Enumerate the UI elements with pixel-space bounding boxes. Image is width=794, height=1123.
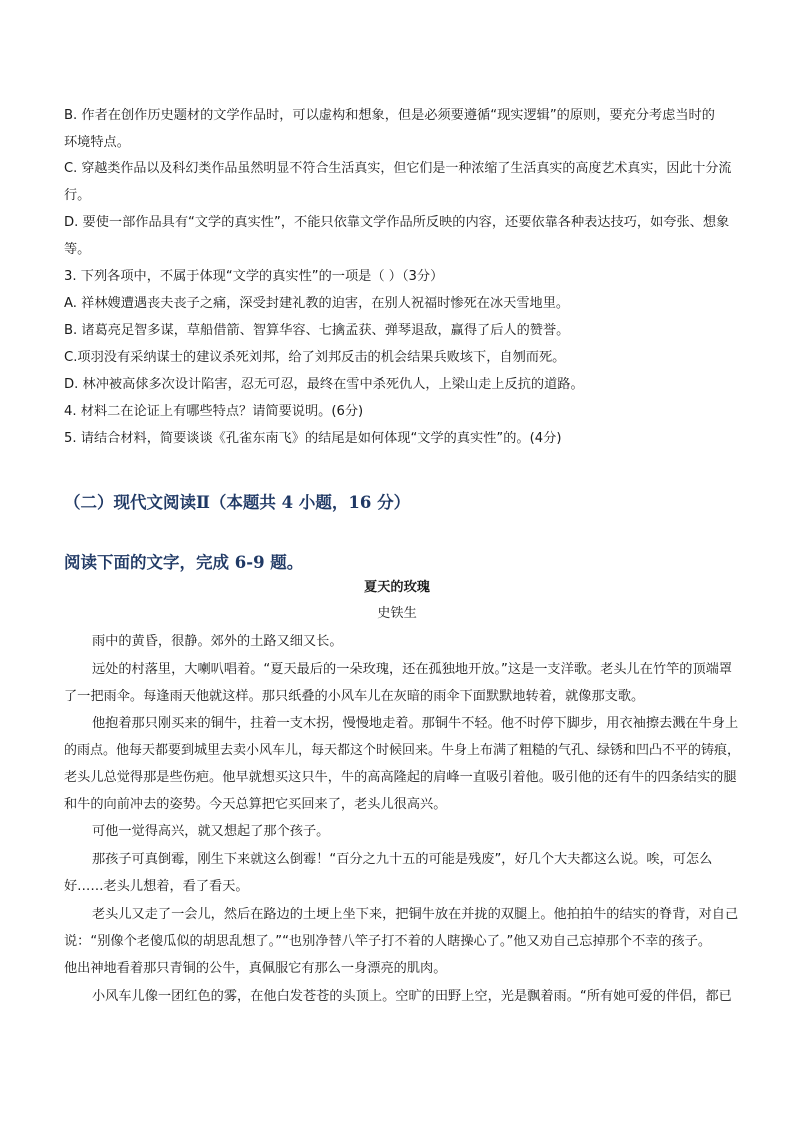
passage-line: 可他一觉得高兴，就又想起了那个孩子。 (92, 824, 330, 839)
passage-line: 他抱着那只刚买来的铜牛，拄着一支木拐，慢慢地走着。那铜牛不轻。他不时停下脚步，用衣袖擦去溅在牛身上 (92, 716, 739, 731)
passage-line: 好……老头儿想着，看了看天。 (64, 879, 249, 894)
passage-line: 说：“别像个老傻瓜似的胡思乱想了。”“也别净替八竿子打不着的人瞎操心了。”他又劝自己忘掉那个不幸的孩子。 (64, 934, 712, 949)
passage-line: 老头儿总觉得那是些伤疤。他早就想买这只牛，牛的高高隆起的肩峰一直吸引着他。吸引他的还有牛的四条结实的腿 (64, 770, 737, 785)
question-5: 5. 请结合材料，简要谈谈《孔雀东南飞》的结尾是如何体现“文学的真实性”的。(4分) (64, 431, 562, 446)
passage-line: 他出神地看着那只青铜的公牛，真佩服它有那么一身漂亮的肌肉。 (64, 961, 447, 976)
option-b-line-2: 环境特点。 (64, 135, 130, 150)
question-3-option-c: C.项羽没有采纳谋士的建议杀死刘邦，给了刘邦反击的机会结果兵败垓下，自刎而死。 (64, 350, 566, 365)
section-heading: （二）现代文阅读Ⅱ（本题共 4 小题，16 分） (64, 493, 411, 512)
question-3-option-a: A. 祥林嫂遭遇丧夫丧子之痛，深受封建礼教的迫害，在别人祝福时惨死在冰天雪地里。 (64, 296, 570, 311)
option-b-line-1: B. 作者在创作历史题材的文学作品时，可以虚构和想象，但是必须要遵循“现实逻辑”的原则，要充分考虑当时的 (64, 108, 715, 123)
question-3-option-b: B. 诸葛亮足智多谋，草船借箭、智算华容、七擒孟获、弹琴退敌，赢得了后人的赞誉。 (64, 323, 570, 338)
question-3-option-d: D. 林冲被高俅多次设计陷害，忍无可忍，最终在雪中杀死仇人，上梁山走上反抗的道路。 (64, 377, 584, 392)
passage-line: 和牛的向前冲去的姿势。今天总算把它买回来了，老头儿很高兴。 (64, 797, 447, 812)
question-4: 4. 材料二在论证上有哪些特点？请简要说明。(6分) (64, 404, 364, 419)
passage-line: 那孩子可真倒霉，刚生下来就这么倒霉！“百分之九十五的可能是残废”，好几个大夫都这么说。唉，可怎么 (92, 852, 713, 867)
passage-line: 远处的村落里，大喇叭唱着。“夏天最后的一朵玫瑰，还在孤独地开放。”这是一支洋歌。老头儿在竹竿的顶端罩 (92, 662, 733, 677)
option-d-line-1: D. 要使一部作品具有“文学的真实性”，不能只依靠文学作品所反映的内容，还要依靠各种表达技巧，如夸张、想象 (64, 215, 730, 230)
reading-instruction: 阅读下面的文字，完成 6-9 题。 (64, 553, 304, 572)
option-c-line-1: C. 穿越类作品以及科幻类作品虽然明显不符合生活真实，但它们是一种浓缩了生活真实的高度艺术真实，因此十分流 (64, 161, 732, 176)
option-c-line-2: 行。 (64, 188, 91, 203)
passage-line: 小风车儿像一团红色的雾，在他白发苍苍的头顶上。空旷的田野上空，光是飘着雨。“所有她可爱的伴侣，都已 (92, 989, 732, 1004)
passage-author: 史铁生 (377, 606, 417, 621)
passage-line: 了一把雨伞。每逢雨天他就这样。那只纸叠的小风车儿在灰暗的雨伞下面默默地转着，就像那支歌。 (64, 689, 645, 704)
option-d-line-2: 等。 (64, 242, 91, 257)
passage-line: 的雨点。他每天都要到城里去卖小风车儿，每天都这个时候回来。牛身上布满了粗糙的气孔、绿锈和凹凸不平的铸痕， (64, 743, 741, 758)
question-3-stem: 3. 下列各项中，不属于体现“文学的真实性”的一项是（ ）（3分） (64, 269, 444, 284)
passage-line: 老头儿又走了一会儿，然后在路边的土埂上坐下来，把铜牛放在并拢的双腿上。他拍拍牛的结实的脊背，对自己 (92, 907, 739, 922)
passage-line: 雨中的黄昏，很静。郊外的土路又细又长。 (92, 634, 343, 649)
passage-title: 夏天的玫瑰 (364, 580, 430, 595)
